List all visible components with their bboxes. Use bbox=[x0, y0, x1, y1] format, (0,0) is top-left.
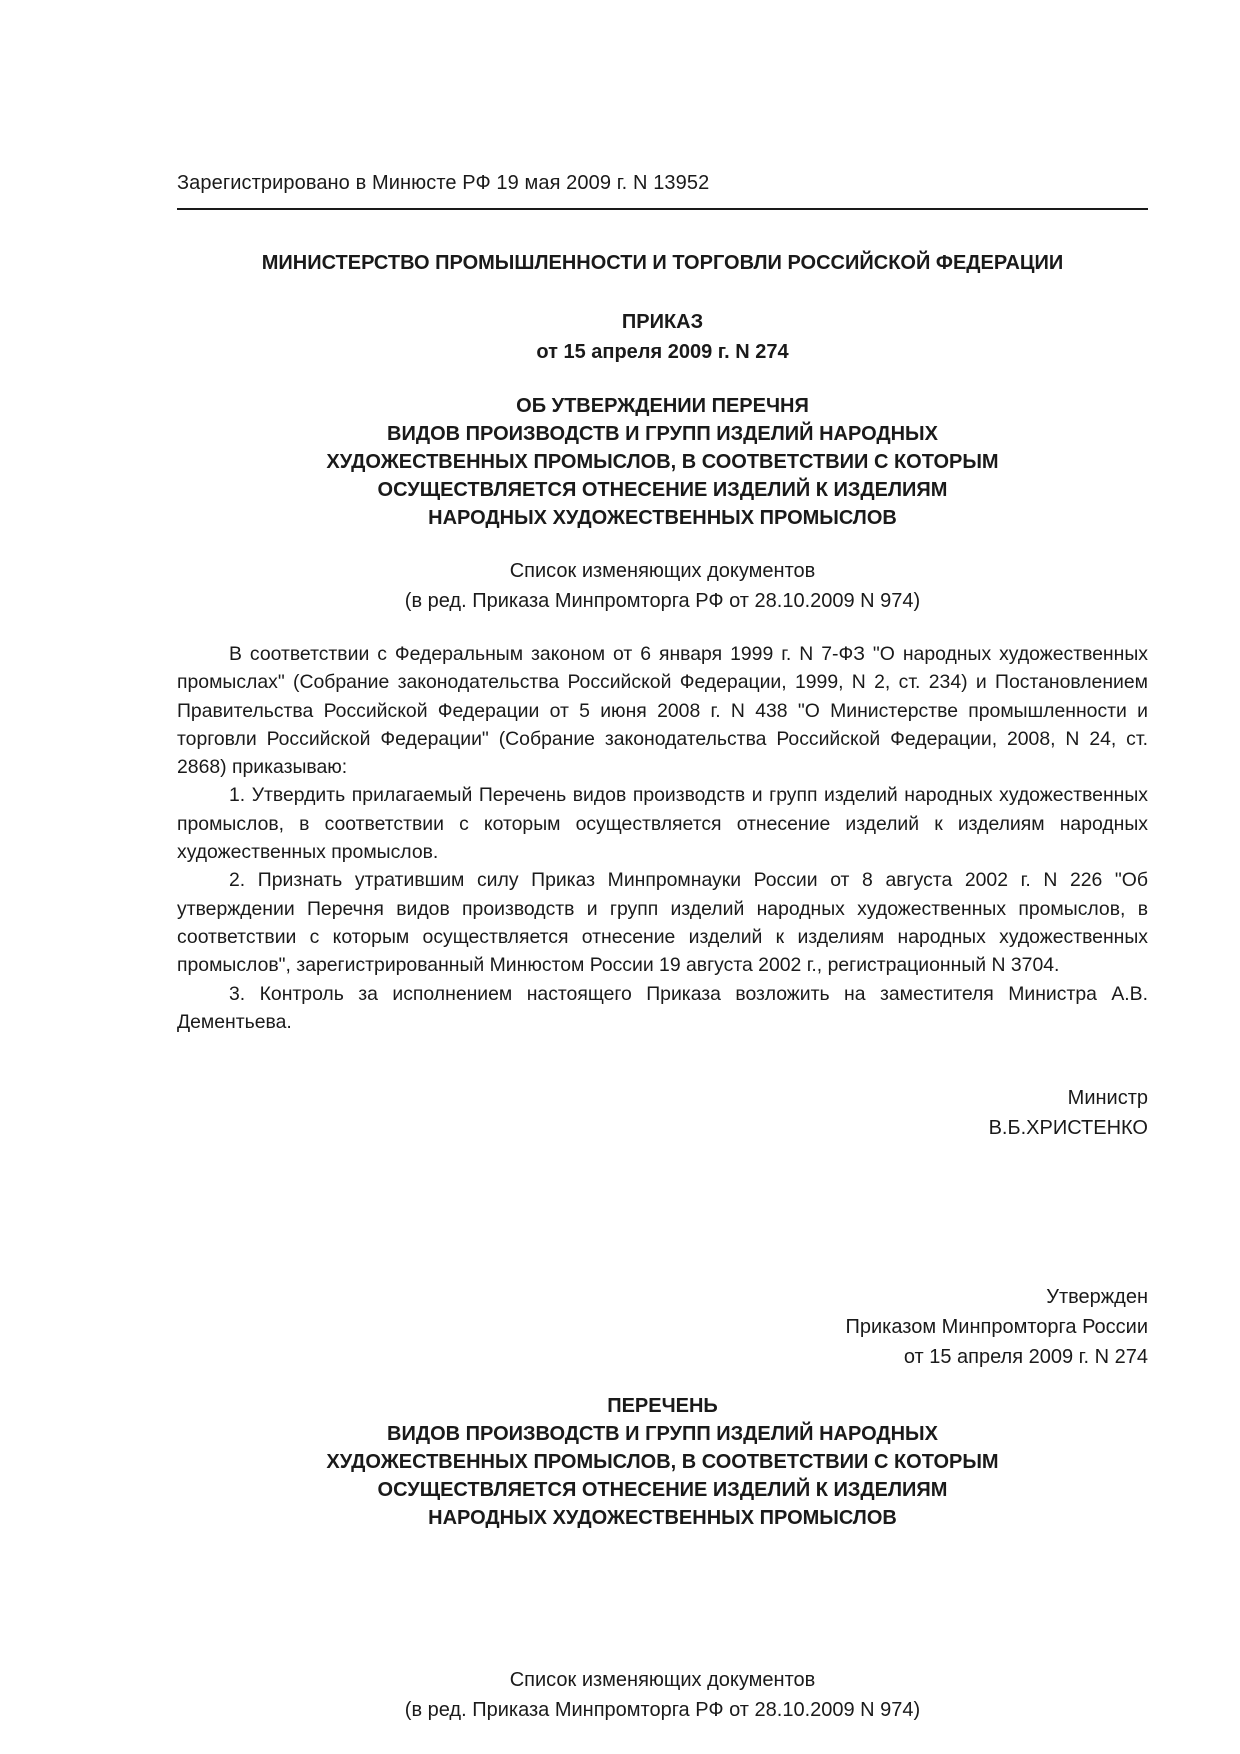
changes-block bbox=[177, 556, 1148, 616]
approval-line: Приказом Минпромторга России bbox=[845, 1316, 1148, 1338]
list-title-line: ОСУЩЕСТВЛЯЕТСЯ ОТНЕСЕНИЕ ИЗДЕЛИЙ К ИЗДЕЛИЯМ bbox=[377, 1479, 948, 1501]
body-paragraph-2: 2. Признать утратившим силу Приказ Минпромнауки России от 8 августа 2002 г. N 226 "Об утверждении Перечня видов производств и групп изделий народных художественных промыслов, в соответствии с которым осуществляется отнесение изделий к изделиям народных художественных промыслов", зарегистрированный Минюстом России 19 августа 2002 г., регистрационный N 3704. bbox=[177, 869, 1148, 977]
approval-line: от 15 апреля 2009 г. N 274 bbox=[903, 1346, 1148, 1368]
header-divider bbox=[177, 208, 1148, 210]
changes-label: Список изменяющих документов bbox=[509, 1669, 816, 1691]
list-title bbox=[177, 1392, 1148, 1532]
approval-block bbox=[846, 1282, 1148, 1372]
changes-block-2 bbox=[177, 1665, 1148, 1725]
signer-name: В.Б.ХРИСТЕНКО bbox=[988, 1117, 1148, 1139]
body-paragraph-1: 1. Утвердить прилагаемый Перечень видов производств и групп изделий народных художественных промыслов, в соответствии с которым осуществляется отнесение изделий к изделиям народных художественных промыслов. bbox=[177, 784, 1148, 864]
changes-label: Список изменяющих документов bbox=[509, 560, 816, 582]
body-paragraph-3: 3. Контроль за исполнением настоящего Приказа возложить на заместителя Министра А.В. Дементьева. bbox=[177, 982, 1148, 1033]
subject-line: ВИДОВ ПРОИЗВОДСТВ И ГРУПП ИЗДЕЛИЙ НАРОДНЫХ bbox=[387, 423, 938, 445]
approval-line: Утвержден bbox=[1046, 1286, 1148, 1308]
registration-note: Зарегистрировано в Минюсте РФ 19 мая 2009 г. N 13952 bbox=[177, 172, 710, 194]
subject-line: ХУДОЖЕСТВЕННЫХ ПРОМЫСЛОВ, В СООТВЕТСТВИИ С КОТОРЫМ bbox=[326, 451, 999, 473]
order-date-number: от 15 апреля 2009 г. N 274 bbox=[536, 341, 789, 363]
list-title-line: ПЕРЕЧЕНЬ bbox=[607, 1395, 718, 1417]
subject-line: ОБ УТВЕРЖДЕНИИ ПЕРЕЧНЯ bbox=[516, 395, 809, 417]
order-heading bbox=[177, 307, 1148, 367]
subject-line: ОСУЩЕСТВЛЯЕТСЯ ОТНЕСЕНИЕ ИЗДЕЛИЙ К ИЗДЕЛИЯМ bbox=[377, 479, 948, 501]
order-body bbox=[177, 640, 1148, 1036]
changes-reference: (в ред. Приказа Минпромторга РФ от 28.10.2009 N 974) bbox=[404, 1699, 921, 1721]
list-title-line: ВИДОВ ПРОИЗВОДСТВ И ГРУПП ИЗДЕЛИЙ НАРОДНЫХ bbox=[387, 1423, 938, 1445]
ministry-name: МИНИСТЕРСТВО ПРОМЫШЛЕННОСТИ И ТОРГОВЛИ РОССИЙСКОЙ ФЕДЕРАЦИИ bbox=[261, 252, 1064, 274]
list-title-line: ХУДОЖЕСТВЕННЫХ ПРОМЫСЛОВ, В СООТВЕТСТВИИ С КОТОРЫМ bbox=[326, 1451, 999, 1473]
order-subject bbox=[177, 392, 1148, 532]
order-title: ПРИКАЗ bbox=[621, 311, 704, 333]
signer-position: Министр bbox=[1067, 1087, 1148, 1109]
changes-reference: (в ред. Приказа Минпромторга РФ от 28.10.2009 N 974) bbox=[404, 590, 921, 612]
list-title-line: НАРОДНЫХ ХУДОЖЕСТВЕННЫХ ПРОМЫСЛОВ bbox=[428, 1507, 897, 1529]
subject-line: НАРОДНЫХ ХУДОЖЕСТВЕННЫХ ПРОМЫСЛОВ bbox=[428, 507, 897, 529]
signature-block bbox=[989, 1083, 1148, 1143]
body-paragraph-preamble: В соответствии с Федеральным законом от 6 января 1999 г. N 7-ФЗ "О народных художественных промыслах" (Собрание законодательства Российской Федерации, 1999, N 2, ст. 234) и Постановлением Правительства Российской Федерации от 5 июня 2008 г. N 438 "О Министерстве промышленности и торговли Российской Федерации" (Собрание законодательства Российской Федерации, 2008, N 24, ст. 2868) приказываю: bbox=[177, 643, 1148, 779]
